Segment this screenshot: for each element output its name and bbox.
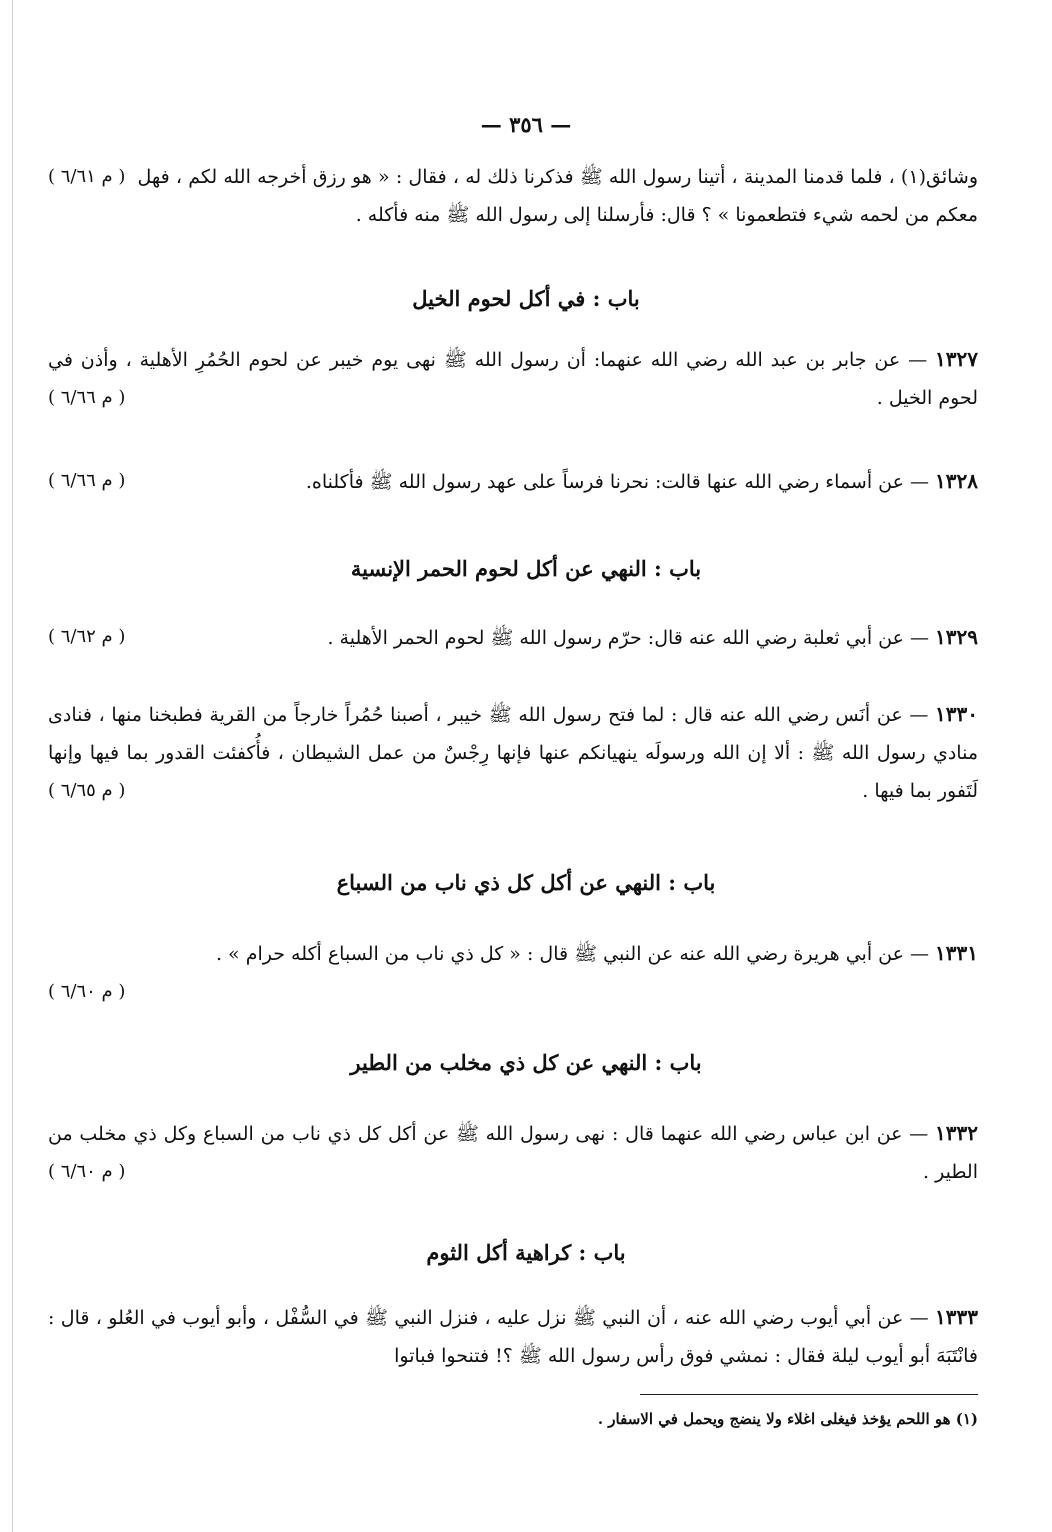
hadith-number: ١٣٣٠ [935,702,978,726]
intro-text: وشائق(١) ، فلما قدمنا المدينة ، أتينا رسول الله ﷺ فذكرنا ذلك له ، فقال : « هو رزق أخرجه الله لكم ، فهل معكم من لحمه شيء فتطعمونا » ؟ قال: فأرسلنا إلى رسول الله ﷺ منه فأكله . [137,166,978,226]
chapter-heading-taloned-birds: باب : النهي عن كل ذي مخلب من الطير [350,1050,702,1075]
hadith-1329 [48,618,978,657]
hadith-number: ١٣٣٢ [935,1121,978,1145]
hadith-number: ١٣٢٩ [935,625,978,649]
page-number: — ٣٥٦ — [480,112,572,137]
chapter-heading-garlic: باب : كراهية أكل الثوم [426,1240,626,1265]
chapter-heading-domestic-donkeys: باب : النهي عن أكل لحوم الحمر الإنسية [350,556,702,581]
hadith-1330 [48,695,978,810]
hadith-text: — عن جابر بن عبد الله رضي الله عنهما: أن رسول الله ﷺ نهى يوم خيبر عن لحوم الحُمُرِ الأهلية ، وأذن في لحوم الخيل . [48,349,978,409]
hadith-1331 [48,934,978,1011]
hadith-reference: ( م ٦/٦٦ ) [48,387,126,408]
footnote: (١) هو اللحم يؤخذ فيغلى اغلاء ولا ينضج ويحمل في الاسفار . [597,1410,978,1428]
hadith-number: ١٣٣٣ [935,1305,978,1329]
page-edge-line [12,0,13,1532]
hadith-1332 [48,1114,978,1191]
hadith-reference: ( م ٦/٦٥ ) [48,780,126,801]
hadith-1328 [48,462,978,501]
hadith-reference: ( م ٦/٦٢ ) [48,626,126,647]
hadith-1327 [48,340,978,417]
hadith-text: — عن أبي ثعلبة رضي الله عنه قال: حرّم رسول الله ﷺ لحوم الحمر الأهلية . [327,627,929,649]
chapter-heading-horse-meat: باب : في أكل لحوم الخيل [412,286,640,311]
intro-reference: ( م ٦/٦١ ) [48,166,126,187]
hadith-1333 [48,1298,978,1375]
hadith-text: — عن أبي أيوب رضي الله عنه ، أن النبي ﷺ نزل عليه ، فنزل النبي ﷺ في السُّفْل ، وأبو أيوب في العُلو ، قال : فانْتَبَهَ أبو أيوب ليلة فقال : نمشي فوق رأس رسول الله ﷺ ؟! فتنحوا فباتوا [48,1307,978,1367]
hadith-reference: ( م ٦/٦٦ ) [48,470,126,491]
hadith-reference: ( م ٦/٦٠ ) [48,1161,126,1182]
hadith-text: — عن ابن عباس رضي الله عنهما قال : نهى رسول الله ﷺ عن أكل كل ذي ناب من السباع وكل ذي مخلب من الطير . [48,1123,978,1183]
hadith-number: ١٣٢٧ [935,347,978,371]
hadith-reference: ( م ٦/٦٠ ) [48,981,126,1002]
hadith-text: — عن أبي هريرة رضي الله عنه عن النبي ﷺ قال : « كل ذي ناب من السباع أكله حرام » . [215,943,929,965]
hadith-text: — عن أنَس رضي الله عنه قال : لما فتح رسول الله ﷺ خيبر ، أصبنا حُمُراً خارجاً من القرية فطبخنا منها ، فنادى منادي رسول الله ﷺ : ألا إن الله ورسولَه ينهيانكم عنها فإنها رِجْسٌ من عمل الشيطان ، فأُكفئت القدور بما فيها وإنها لَتَفور بما فيها . [48,704,978,802]
hadith-text: — عن أسماء رضي الله عنها قالت: نحرنا فرساً على عهد رسول الله ﷺ فأكلناه. [305,471,929,493]
hadith-number: ١٣٢٨ [935,469,978,493]
chapter-heading-fanged-beasts: باب : النهي عن أكل كل ذي ناب من السباع [336,870,716,895]
hadith-number: ١٣٣١ [935,941,978,965]
intro-paragraph [48,158,978,234]
footnote-separator [640,1394,978,1395]
